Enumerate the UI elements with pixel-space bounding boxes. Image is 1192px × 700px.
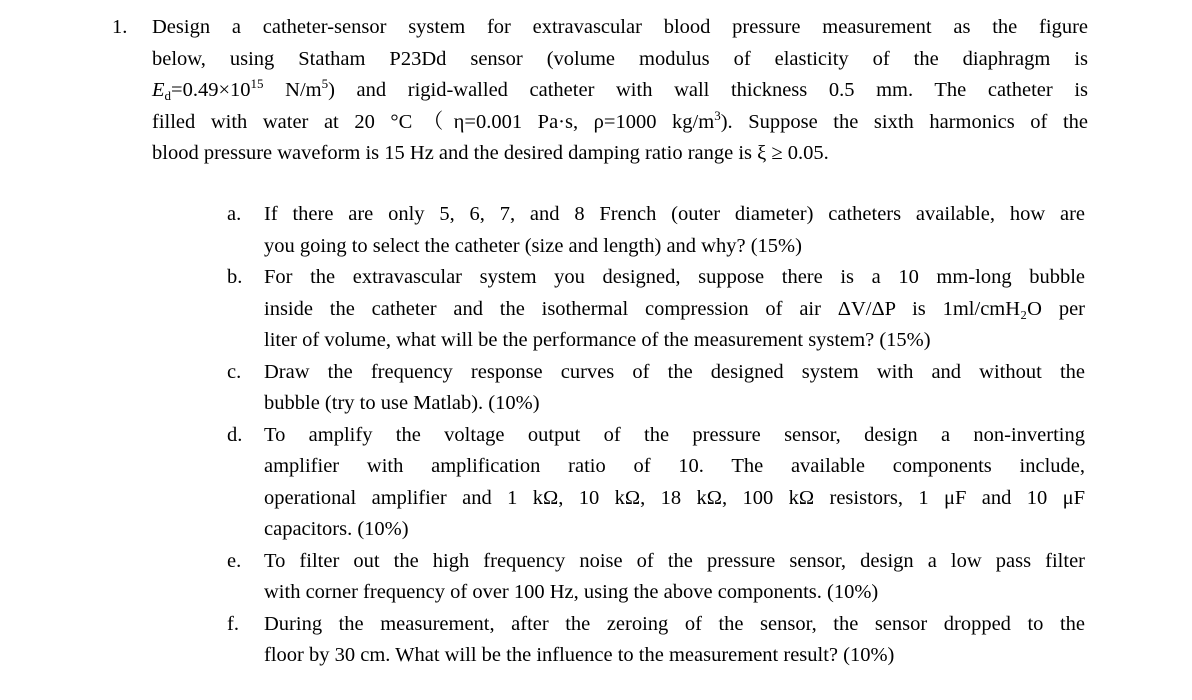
subquestion-letter: a.: [227, 203, 242, 225]
problem-line-3: [152, 75, 1088, 107]
subquestion-letter: d.: [227, 423, 243, 446]
subquestion-line: liter of volume, what will be the performance of the measurement system? (15%): [264, 329, 931, 351]
subquestion-line: inside the catheter and the isothermal compression of air ΔV/ΔP is 1ml/cmH₂O per: [264, 297, 1085, 320]
subquestion-text: [264, 262, 1085, 357]
subquestion-letter: b.: [227, 266, 243, 288]
subquestion-b: [227, 262, 1085, 357]
modulus-value: =0.49×10: [171, 79, 251, 101]
problem-line-4-text: filled with water at 20 °C（η=0.001 Pa·s, ρ=1000 kg/m: [152, 110, 715, 133]
subquestion-line: Draw the frequency response curves of the designed system with and without the: [264, 360, 1085, 383]
subquestion-line: floor by 30 cm. What will be the influence to the measurement result? (10%): [264, 644, 895, 666]
subquestion-a: [227, 199, 1085, 262]
subquestion-line: amplifier with amplification ratio of 10. The available components include,: [264, 455, 1085, 477]
density-unit-exponent: 3: [714, 107, 721, 123]
problem-line-1: [152, 12, 1088, 44]
problem-line-1-text: Design a catheter-sensor system for extravascular blood pressure measurement as the figure: [152, 16, 1088, 38]
subquestion-letter: f.: [227, 612, 239, 635]
modulus-unit-exponent: 5: [321, 76, 329, 91]
problem-1: [112, 12, 1088, 170]
problem-number: 1.: [112, 16, 128, 38]
problem-line-2: [152, 44, 1088, 76]
subquestion-letter: e.: [227, 549, 242, 572]
subquestion-line: For the extravascular system you designed, suppose there is a 10 mm-long bubble: [264, 266, 1085, 288]
problem-line-2-text: below, using Statham P23Dd sensor (volume modulus of elasticity of the diaphragm is: [152, 47, 1088, 70]
subquestion-text: [264, 199, 1085, 262]
problem-line-4: [152, 107, 1088, 139]
subquestion-d: [227, 420, 1085, 546]
subquestion-line: with corner frequency of over 100 Hz, using the above components. (10%): [264, 581, 879, 603]
subquestion-e: [227, 546, 1085, 609]
subquestion-list: [227, 199, 1085, 672]
subquestion-letter: c.: [227, 360, 242, 383]
subquestion-line: operational amplifier and 1 kΩ, 10 kΩ, 18 kΩ, 100 kΩ resistors, 1 μF and 10 μF: [264, 486, 1085, 509]
problem-line-5: [152, 138, 1088, 170]
problem-line-4-rest: ). Suppose the sixth harmonics of the: [720, 110, 1089, 133]
subquestion-c: [227, 357, 1085, 420]
subquestion-line: capacitors. (10%): [264, 518, 409, 540]
subquestion-text: [264, 546, 1085, 609]
subquestion-text: [264, 420, 1085, 546]
modulus-unit: N/m: [263, 79, 322, 101]
modulus-symbol: E: [152, 79, 165, 101]
modulus-subscript: d: [164, 88, 172, 103]
subquestion-line: bubble (try to use Matlab). (10%): [264, 392, 540, 414]
subquestion-text: [264, 609, 1085, 672]
subquestion-f: [227, 609, 1085, 672]
problem-statement: [152, 12, 1088, 170]
subquestion-line: During the measurement, after the zeroing of the sensor, the sensor dropped to the: [264, 612, 1085, 635]
subquestion-line: If there are only 5, 6, 7, and 8 French (outer diameter) catheters available, how are: [264, 203, 1085, 225]
subquestion-text: [264, 357, 1085, 420]
problem-line-3-rest: ) and rigid-walled catheter with wall thickness 0.5 mm. The catheter is: [328, 79, 1088, 101]
modulus-exponent: 15: [250, 76, 264, 91]
subquestion-line: To filter out the high frequency noise of the pressure sensor, design a low pass filter: [264, 549, 1085, 572]
subquestion-line: you going to select the catheter (size and length) and why? (15%): [264, 234, 802, 257]
subquestion-line: To amplify the voltage output of the pressure sensor, design a non-inverting: [264, 423, 1085, 446]
problem-line-5-text: blood pressure waveform is 15 Hz and the desired damping ratio range is ξ ≥ 0.05.: [152, 142, 829, 164]
